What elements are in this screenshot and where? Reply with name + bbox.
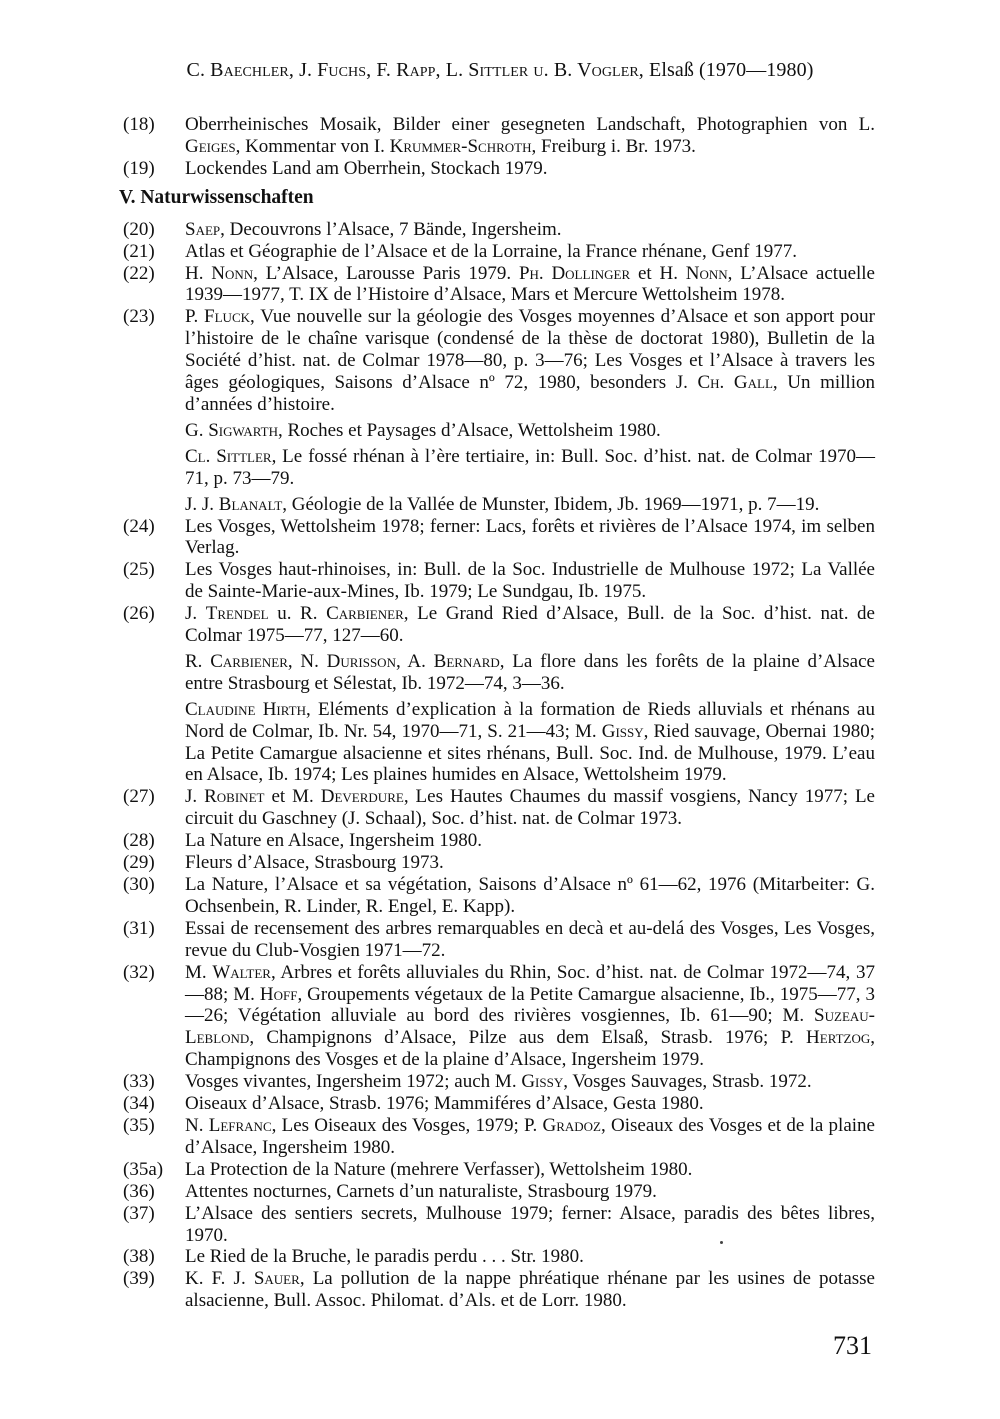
entry-text: J. Trendel u. R. Carbiener, Le Grand Ried d’Alsace, Bull. de la Soc. d’hist. nat. de Colmar 1975—77, 127—60. [185,603,875,647]
entry-text: H. Nonn, L’Alsace, Larousse Paris 1979. Ph. Dollinger et H. Nonn, L’Alsace actuelle 1939—1977, T. IX de l’Histoire d’Alsace, Mars et Mercure Wettolsheim 1978. [185,262,875,306]
entry-text: K. F. J. Sauer, La pollution de la nappe phréatique rhénane par les usines de potasse alsacienne, Bull. Assoc. Philomat. d’Als. et de Lorr. 1980. [185,1268,875,1312]
entry-list-1 [123,114,875,180]
entry-subreference: R. Carbiener, N. Durisson, A. Bernard, La flore dans les forêts de la plaine d’Alsace entre Strasbourg et Sélestat, Ib. 1972—74, 3—36. [185,650,875,694]
entry-subreference: J. J. Blanalt, Géologie de la Vallée de Munster, Ibidem, Jb. 1969—1971, p. 7—19. [185,493,820,515]
entry-number: (32) [123,961,155,983]
entry-number: (35) [123,1114,155,1136]
entry-number: (18) [123,114,155,135]
page-number: 731 [833,1331,872,1360]
bibliography-column [119,114,875,1312]
entry-text: L’Alsace des sentiers secrets, Mulhouse 1979; ferner: Alsace, paradis des bêtes libres, 1970. [185,1202,875,1246]
entry-subreference: G. Sigwarth, Roches et Paysages d’Alsace, Wettolsheim 1980. [185,419,661,441]
bibliography-entry [123,263,875,307]
bibliography-entry [123,852,875,874]
bibliography-entry [123,114,875,158]
bibliography-entry [123,158,875,180]
entry-text: Lockendes Land am Oberrhein, Stockach 1979. [185,157,548,179]
bibliography-entry [123,241,875,263]
entry-number: (33) [123,1071,155,1093]
entry-subreference: Cl. Sittler, Le fossé rhénan à l’ère tertiaire, in: Bull. Soc. d’hist. nat. de Colmar 1970—71, p. 73—79. [185,445,875,489]
bibliography-entry [123,516,875,560]
bibliography-entry [123,1159,875,1181]
bibliography-entry [123,1093,875,1115]
bibliography-entry [123,219,875,241]
entry-subreference: Claudine Hirth, Eléments d’explication à la formation de Rieds alluvials et rhénans au Nord de Colmar, Ib. Nr. 54, 1970—71, S. 21—43; M. Gissy, Ried sauvage, Obernai 1980; La Petite Camargue alsacienne et sites rhénans, Bull. Soc. Ind. de Mulhouse, 1979. L’eau en Alsace, Ib. 1974; Les plaines humides en Alsace, Wettolsheim 1979. [185,698,875,786]
bibliography-entry [123,830,875,852]
section-heading: V. Naturwissenschaften [119,186,314,208]
entry-number: (31) [123,917,155,939]
bibliography-entry [123,874,875,918]
stray-dot-mark [720,1241,723,1244]
entry-number: (23) [123,306,155,328]
bibliography-entry [123,1246,875,1268]
entry-text: Le Ried de la Bruche, le paradis perdu . . . Str. 1980. [185,1246,584,1268]
bibliography-entry [123,1203,875,1247]
bibliography-entry [123,786,875,830]
bibliography-entry [123,1071,875,1093]
entry-text: N. Lefranc, Les Oiseaux des Vosges, 1979; P. Gradoz, Oiseaux des Vosges et de la plaine d’Alsace, Ingersheim 1980. [185,1114,875,1158]
entry-number: (35a) [123,1158,164,1180]
entry-text: Saep, Decouvrons l’Alsace, 7 Bände, Ingersheim. [185,218,562,240]
entry-number: (29) [123,852,155,874]
entry-number: (21) [123,240,155,262]
entry-text: Oberrheinisches Mosaik, Bilder einer gesegneten Landschaft, Photographien von L. Geiges, Kommentar von I. Krummer-Schroth, Freiburg i. Br. 1973. [185,114,875,157]
entry-text: Oiseaux d’Alsace, Strasb. 1976; Mammiféres d’Alsace, Gesta 1980. [185,1093,704,1115]
entry-number: (25) [123,559,155,581]
bibliography-entry [123,559,875,603]
bibliography-entry [123,918,875,962]
entry-text: Fleurs d’Alsace, Strasbourg 1973. [185,852,444,874]
entry-text: M. Walter, Arbres et forêts alluviales du Rhin, Soc. d’hist. nat. de Colmar 1972—74, 37—88; M. Hoff, Groupements végetaux de la Petite Camargue alsacienne, Ib., 1975—77, 3—26; Végétation alluviale au bord des rivières vosgiennes, Ib. 61—90; M. Suzeau-Leblond, Champignons d’Alsace, Pilze aus dem Elsaß, Strasb. 1976; P. Hertzog, Champignons des Vosges et de la plaine d’Alsace, Ingersheim 1979. [185,961,875,1071]
entry-text: La Nature en Alsace, Ingersheim 1980. [185,830,483,852]
entry-number: (22) [123,262,155,284]
entry-number: (20) [123,218,155,240]
entry-text: Attentes nocturnes, Carnets d’un naturaliste, Strasbourg 1979. [185,1180,657,1202]
entry-text: Les Vosges haut-rhinoises, in: Bull. de la Soc. Industrielle de Mulhouse 1972; La Vallée de Sainte-Marie-aux-Mines, Ib. 1979; Le Sundgau, Ib. 1975. [185,559,875,603]
entry-number: (24) [123,515,155,537]
entry-number: (19) [123,157,155,179]
entry-text: Atlas et Géographie de l’Alsace et de la Lorraine, la France rhénane, Genf 1977. [185,240,797,262]
bibliography-entry [123,1181,875,1203]
bibliography-entry [123,962,875,1072]
entry-list-2 [123,219,875,1312]
entry-number: (27) [123,786,155,808]
running-head [0,57,1000,83]
entry-text: P. Fluck, Vue nouvelle sur la géologie des Vosges moyennes d’Alsace et son apport pour l’histoire de le chaîne varisque (condensé de la thèse de doctorat 1980), Bulletin de la Société d’hist. nat. de Colmar 1978—80, p. 3—76; Les Vosges et l’Alsace à travers les âges géologiques, Saisons d’Alsace nº 72, 1980, besonders J. Ch. Gall, Un million d’années d’histoire. [185,306,875,415]
entry-number: (39) [123,1268,155,1290]
bibliography-entry [123,603,875,647]
entry-text: Essai de recensement des arbres remarquables en decà et au-delá des Vosges, Les Vosges, revue du Club-Vosgien 1971—72. [185,917,875,961]
entry-text: La Protection de la Nature (mehrere Verfasser), Wettolsheim 1980. [185,1158,693,1180]
entry-number: (30) [123,874,155,895]
bibliography-entry [123,306,875,416]
entry-number: (26) [123,603,155,625]
bibliography-entry [123,1268,875,1312]
entry-text: La Nature, l’Alsace et sa végétation, Saisons d’Alsace nº 61—62, 1976 (Mitarbeiter: G. Ochsenbein, R. Linder, R. Engel, E. Kapp). [185,874,875,917]
entry-number: (34) [123,1093,155,1115]
entry-number: (38) [123,1246,155,1268]
running-head-title: Elsaß (1970—1980) [649,59,814,81]
entry-text: Vosges vivantes, Ingersheim 1972; auch M. Gissy, Vosges Sauvages, Strasb. 1972. [185,1071,812,1093]
entry-text: J. Robinet et M. Deverdure, Les Hautes Chaumes du massif vosgiens, Nancy 1977; Le circuit du Gaschney (J. Schaal), Soc. d’hist. nat. de Colmar 1973. [185,786,875,830]
entry-number: (28) [123,830,155,852]
entry-number: (37) [123,1202,155,1224]
entry-number: (36) [123,1180,155,1202]
running-head-authors: C. Baechler, J. Fuchs, F. Rapp, L. Sittler u. B. Vogler, [186,59,649,81]
entry-text: Les Vosges, Wettolsheim 1978; ferner: Lacs, forêts et rivières de l’Alsace 1974, im selben Verlag. [185,515,875,559]
bibliography-entry [123,1115,875,1159]
